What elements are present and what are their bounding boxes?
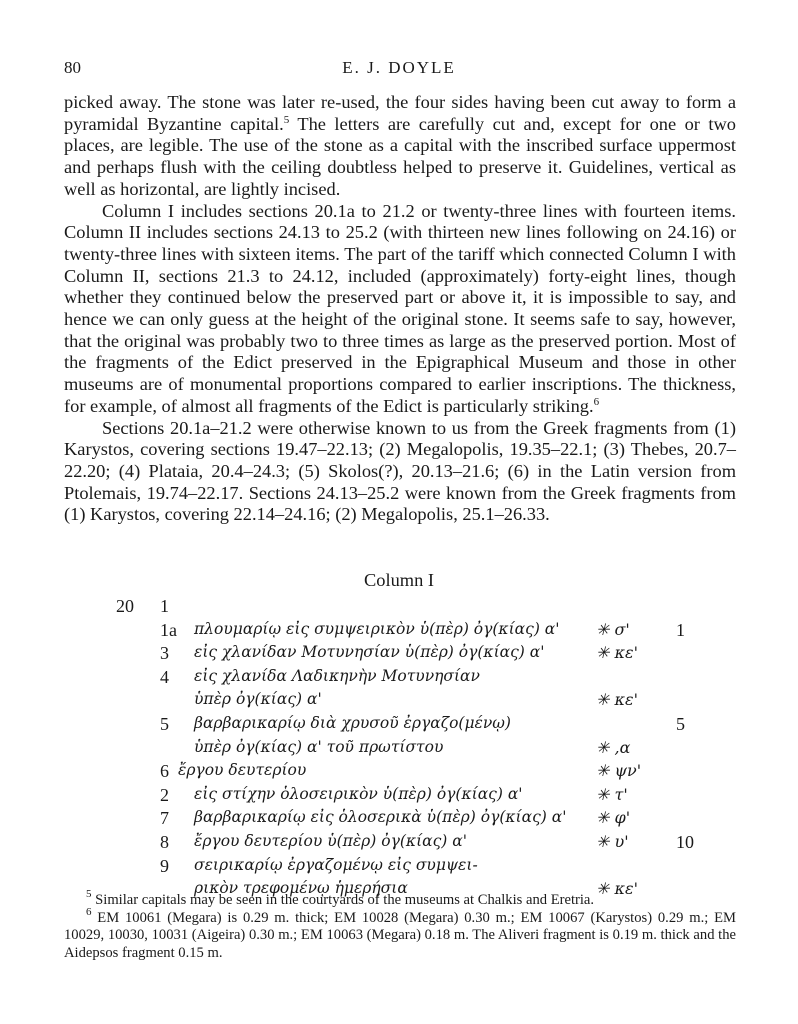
inscription-row [0, 643, 798, 667]
inscription-row [0, 596, 798, 620]
footnote-ref-5: 5 [283, 113, 290, 126]
paragraph-2 [64, 201, 736, 418]
footnote-6-number: 6 [86, 905, 92, 918]
greek-text: ἔργου δευτερίου ὑ(πὲρ) ὀγ(κίας) α' [194, 832, 468, 850]
inscription-row [0, 785, 798, 809]
inscription-row [0, 832, 798, 856]
paragraph-2-text: Column I includes sections 20.1a to 21.2 or twenty-three lines with fourteen items. Column II includes sections 24.13 to 25.2 (with thirteen new lines following on 24.16) or twenty-three lines with sixteen items. The part of the tariff which connected Column I with Column II, sections 21.3 to 24.12, included (approximately) forty-eight lines, though whether they continued below the preserved part or above it, it is impossible to say, and hence we can only guess at the height of the original stone. It seems safe to say, however, that the original was probably two to three times as large as the preserved portion. Most of the fragments of the Edict preserved in the Epigraphical Museum and those in other museums are of monumental proportions compared to earlier inscriptions. The thickness, for example, of almost all fragments of the Edict is particularly striking. [64, 200, 736, 416]
column-title: Column I [364, 570, 434, 590]
price-mark: ✳ υ' [596, 832, 629, 851]
greek-text: εἰς χλανίδαν Μοτυνησίαν ὑ(πὲρ) ὀγ(κίας) α' [194, 643, 545, 662]
item-number: 2 [160, 784, 169, 805]
item-number: 1a [160, 619, 177, 640]
item-number: 3 [160, 643, 169, 664]
price-mark: ✳ κε' [596, 643, 638, 663]
greek-text: εἰς χλανίδα Λαδικηνὴν Μοτυνησίαν [194, 666, 480, 685]
greek-text: σειρικαρίῳ ἐργαζομένῳ εἰς συμψει- [194, 855, 478, 874]
paragraph-3: Sections 20.1a–21.2 were otherwise known to us from the Greek fragments from (1) Karystos, covering sections 19.47–22.13; (2) Megalopolis, 19.35–22.1; (3) Thebes, 20.7–22.20; (4) Plataia, 20.4–24.3; (5) Skolos(?), 20.13–21.6; (6) in the Latin version from Ptolemais, 19.74–22.17. Sections 24.13–25.2 were known from the Greek fragments from (1) Karystos, covering 22.14–24.16; (2) Megalopolis, 25.1–26.33. [64, 417, 736, 525]
price-mark: ✳ κε' [596, 690, 638, 710]
inscription-row [0, 738, 798, 762]
greek-text: βαρβαρικαρίῳ εἰς ὁλοσερικὰ ὑ(πὲρ) ὀγ(κίας) α' [194, 808, 567, 827]
inscription-row [0, 856, 798, 880]
price-mark: ✳ σ' [596, 619, 630, 639]
item-number: 9 [160, 855, 169, 876]
item-number: 1 [160, 596, 169, 616]
line-number: 1 [676, 619, 685, 640]
line-number: 10 [676, 832, 694, 852]
price-mark: ✳ κε' [596, 879, 638, 899]
price-mark: ✳ ψν' [596, 761, 642, 781]
greek-text: ἔργου δευτερίου [178, 761, 307, 780]
price-mark: ✳ φ' [596, 808, 631, 828]
footnote-6-text: EM 10061 (Megara) is 0.29 m. thick; EM 10028 (Megara) 0.30 m.; EM 10067 (Karystos) 0.29 m.; EM 10029, 10030, 10031 (Aigeira) 0.30 m.; EM 10063 (Megara) 0.18 m. The Aliveri fragment is 0.19 m. thick and the Aidepsos fragment 0.15 m. [64, 909, 736, 961]
price-mark: ✳ ,α [596, 737, 631, 757]
item-number: 8 [160, 832, 169, 852]
price-mark: ✳ τ' [596, 784, 628, 804]
greek-text: εἰς στίχην ὁλοσειρικὸν ὑ(πὲρ) ὀγ(κίας) α' [194, 784, 523, 803]
line-number: 5 [676, 714, 685, 734]
footnote-6 [64, 905, 736, 963]
inscription-row [0, 761, 798, 785]
item-number: 6 [160, 761, 169, 782]
body-text [64, 92, 736, 526]
paragraph-1-text-a: picked away. The stone was later re-used, the four sides having been cut away to form a pyramidal Byzantine capital. [64, 92, 736, 134]
inscription-row [0, 667, 798, 691]
section-number: 20 [116, 596, 134, 616]
greek-text: ρικὸν τρεφομένῳ ἡμερήσια [194, 879, 408, 898]
inscription-row [0, 808, 798, 832]
footnote-ref-6: 6 [593, 395, 600, 408]
greek-text: ὑπὲρ ὀγ(κίας) α' [194, 690, 322, 709]
paragraph-1-text-b: The letters are carefully cut and, except for one or two places, are legible. The use of the stone as a capital with the inscribed surface uppermost and perhaps flush with the ceiling doubtless helped to preserve it. Guidelines, vertical as well as horizontal, are lightly incised. [64, 113, 736, 199]
page-number: 80 [64, 58, 81, 77]
greek-text: βαρβαρικαρίῳ διὰ χρυσοῦ ἐργαζο(μένῳ) [194, 714, 511, 732]
footnote-5-number: 5 [86, 888, 92, 900]
greek-text: πλουμαρίῳ εἰς συμψειρικὸν ὑ(πὲρ) ὀγ(κίας) α' [194, 619, 560, 638]
item-number: 7 [160, 808, 169, 829]
paragraph-1 [64, 92, 736, 201]
inscription-table [0, 596, 798, 899]
running-head: E. J. DOYLE [342, 58, 456, 77]
greek-text: ὑπὲρ ὀγ(κίας) α' τοῦ πρωτίστου [194, 737, 444, 756]
inscription-row [0, 714, 798, 738]
item-number: 4 [160, 666, 169, 687]
page-header [64, 58, 734, 82]
inscription-row [0, 690, 798, 714]
inscription-row [0, 620, 798, 644]
item-number: 5 [160, 714, 169, 734]
footnote-5-text: Similar capitals may be seen in the courtyards of the museums at Chalkis and Eretria. [91, 892, 595, 908]
